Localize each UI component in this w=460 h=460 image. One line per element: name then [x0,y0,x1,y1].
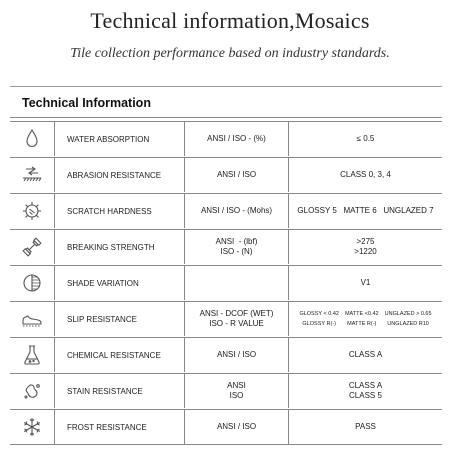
table-row [10,373,442,408]
value-text: ≤ 0.5 [356,134,375,143]
shoe-icon [20,307,44,331]
property-name: CHEMICAL RESISTANCE [54,338,184,372]
standard-text: ANSI - DCOF (WET) [199,309,274,318]
standard-cell [184,158,288,192]
value-text: >275 [356,237,375,246]
value-cell [288,194,442,228]
table-row [10,301,442,336]
value-text: >1220 [354,247,377,256]
value-text: V1 [360,278,371,287]
property-name: BREAKING STRENGTH [54,230,184,264]
value-cell [288,158,442,192]
value-cell [288,374,442,408]
value-cell [288,266,442,300]
standard-cell [184,374,288,408]
table-row [10,409,442,445]
standard-text: ANSI / ISO - (Mohs) [200,206,273,215]
slip-value: UNGLAZED > 0.65 [384,310,432,317]
standard-cell [184,266,288,300]
value-text: CLASS A [348,350,383,359]
stain-icon [20,379,44,403]
table-row [10,121,442,156]
standard-text: ANSI / ISO [216,170,257,179]
value-text: CLASS A [348,381,383,390]
section-title: Technical Information [22,96,151,110]
value-text: CLASS 0, 3, 4 [340,170,391,179]
slip-value: MATTE <0.42 [344,310,379,317]
property-name: SCRATCH HARDNESS [54,194,184,228]
standard-text: ANSI - (lbf) [215,237,258,246]
slip-value: GLOSSY < 0.42 [299,310,339,317]
property-name: ABRASION RESISTANCE [54,158,184,192]
property-name: SHADE VARIATION [54,266,184,300]
value-cell [288,410,442,444]
shade-circle-icon [20,271,44,295]
table-row [10,229,442,264]
property-name: STAIN RESISTANCE [54,374,184,408]
slip-value: UNGLAZED R10 [387,320,429,327]
standard-text: ISO - (N) [220,247,253,256]
property-name: FROST RESISTANCE [54,410,184,444]
slip-values-grid [299,311,431,328]
standard-cell [184,194,288,228]
technical-table [10,121,442,445]
slip-value: GLOSSY R(-) [302,320,336,327]
table-row [10,193,442,228]
table-row [10,265,442,300]
standard-text: ANSI / ISO [216,350,257,359]
standard-cell [184,338,288,372]
value-cell [288,302,442,336]
value-text: GLOSSY 5 MATTE 6 UNGLAZED 7 [297,206,434,215]
value-text: CLASS 5 [349,391,382,400]
snowflake-icon [20,415,44,439]
value-text: PASS [355,422,376,431]
dumbbell-icon [20,235,44,259]
scratch-gear-icon [20,199,44,223]
standard-cell [184,302,288,336]
page-title: Technical information,Mosaics [90,8,370,33]
standard-cell [184,230,288,264]
standard-cell [184,410,288,444]
slip-value: MATTE R(-) [347,320,377,327]
value-cell [288,230,442,264]
divider [10,86,442,87]
standard-text: ANSI / ISO - (%) [207,134,266,143]
standard-cell [184,122,288,156]
table-row [10,337,442,372]
value-cell [288,338,442,372]
standard-text: ANSI [227,381,246,390]
standard-text: ANSI / ISO [216,422,257,431]
page-subtitle: Tile collection performance based on industry standards. [70,46,390,61]
property-name: WATER ABSORPTION [54,122,184,156]
divider [10,117,442,118]
value-cell [288,122,442,156]
table-row [10,157,442,192]
standard-text: ISO [229,391,244,400]
water-drop-icon [20,127,44,151]
property-name: SLIP RESISTANCE [54,302,184,336]
abrasion-icon [20,163,44,187]
flask-icon [20,343,44,367]
standard-text: ISO - R VALUE [209,319,264,328]
